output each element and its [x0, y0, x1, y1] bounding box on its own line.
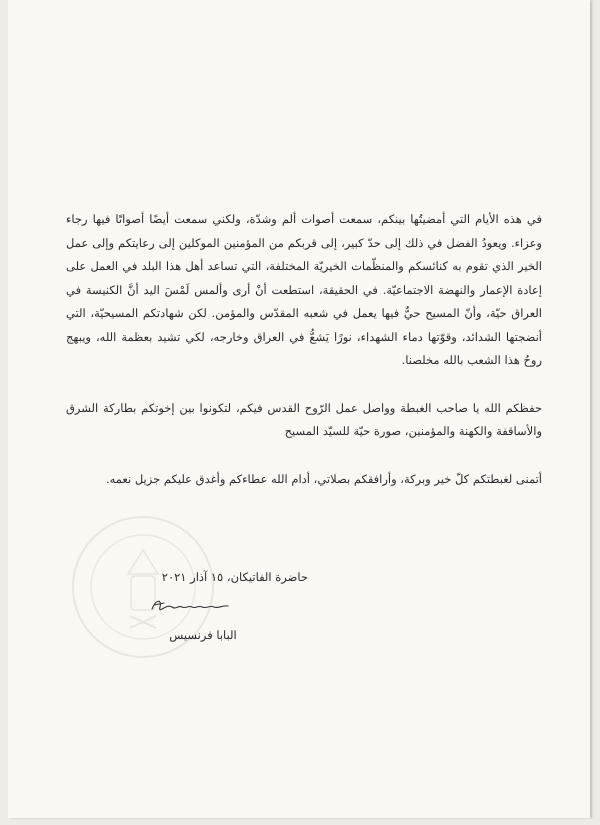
paragraph-3: أتمنى لغبطتكم كلّ خير وبركة، وأرافقكم بصلاتي، أدام الله عطاءكم وأغدق عليكم جزيل نعمه. — [105, 471, 542, 486]
paragraph-2: حفظكم الله يا صاحب الغبطة وواصل عمل الرّوح القدس فيكم، لتكونوا بين إخوتكم بطاركة الشرق والأساقفة والكهنة والمؤمنين، صورة حيّة للسيّد المسيح — [66, 400, 542, 438]
signatory-name: البابا فرنسيس — [169, 628, 237, 642]
letter-body — [66, 208, 542, 491]
paragraph-1: في هذه الأيام التي أمضيتُها بينكم، سمعت أصوات ألم وشدّة، ولكني سمعت أيضًا أصواتًا فيها رجاء وعزاء. ويعودُ الفضل في ذلك إلى حدّ كبير، إلى قربكم من المؤمنين الموكلين إلى رعايتكم وإلى عمل الخير الذي تقوم به كنائسكم والمنظّمات الخيريّة المختلفة، التي تساعد أهل هذا البلد في العمل على إعادة الإعمار والنهضة الاجتماعيّة. في الحقيقة، استطعت أنْ أرى وألمس لَمْسَ اليد أنَّ الكنيسة في العراق حيّة، وأنّ المسيح حيٌّ فيها يعمل في شعبه المقدّس والمؤمن. لكن شهادتكم المسيحيّة، التي أنضجتها الشدائد، وقوّتها دماء الشهداء، نورًا يَشعُّ في العراق وخارجه، لكي تشيد بعظمة الله، ويبهج روحُ هذا الشعب بالله مخلصنا. — [66, 212, 542, 367]
letter-page — [8, 0, 590, 818]
place-date-line: حاضرة الفاتيكان، ١٥ آذار ٢٠٢١ — [161, 570, 308, 584]
handwritten-signature — [148, 593, 238, 619]
